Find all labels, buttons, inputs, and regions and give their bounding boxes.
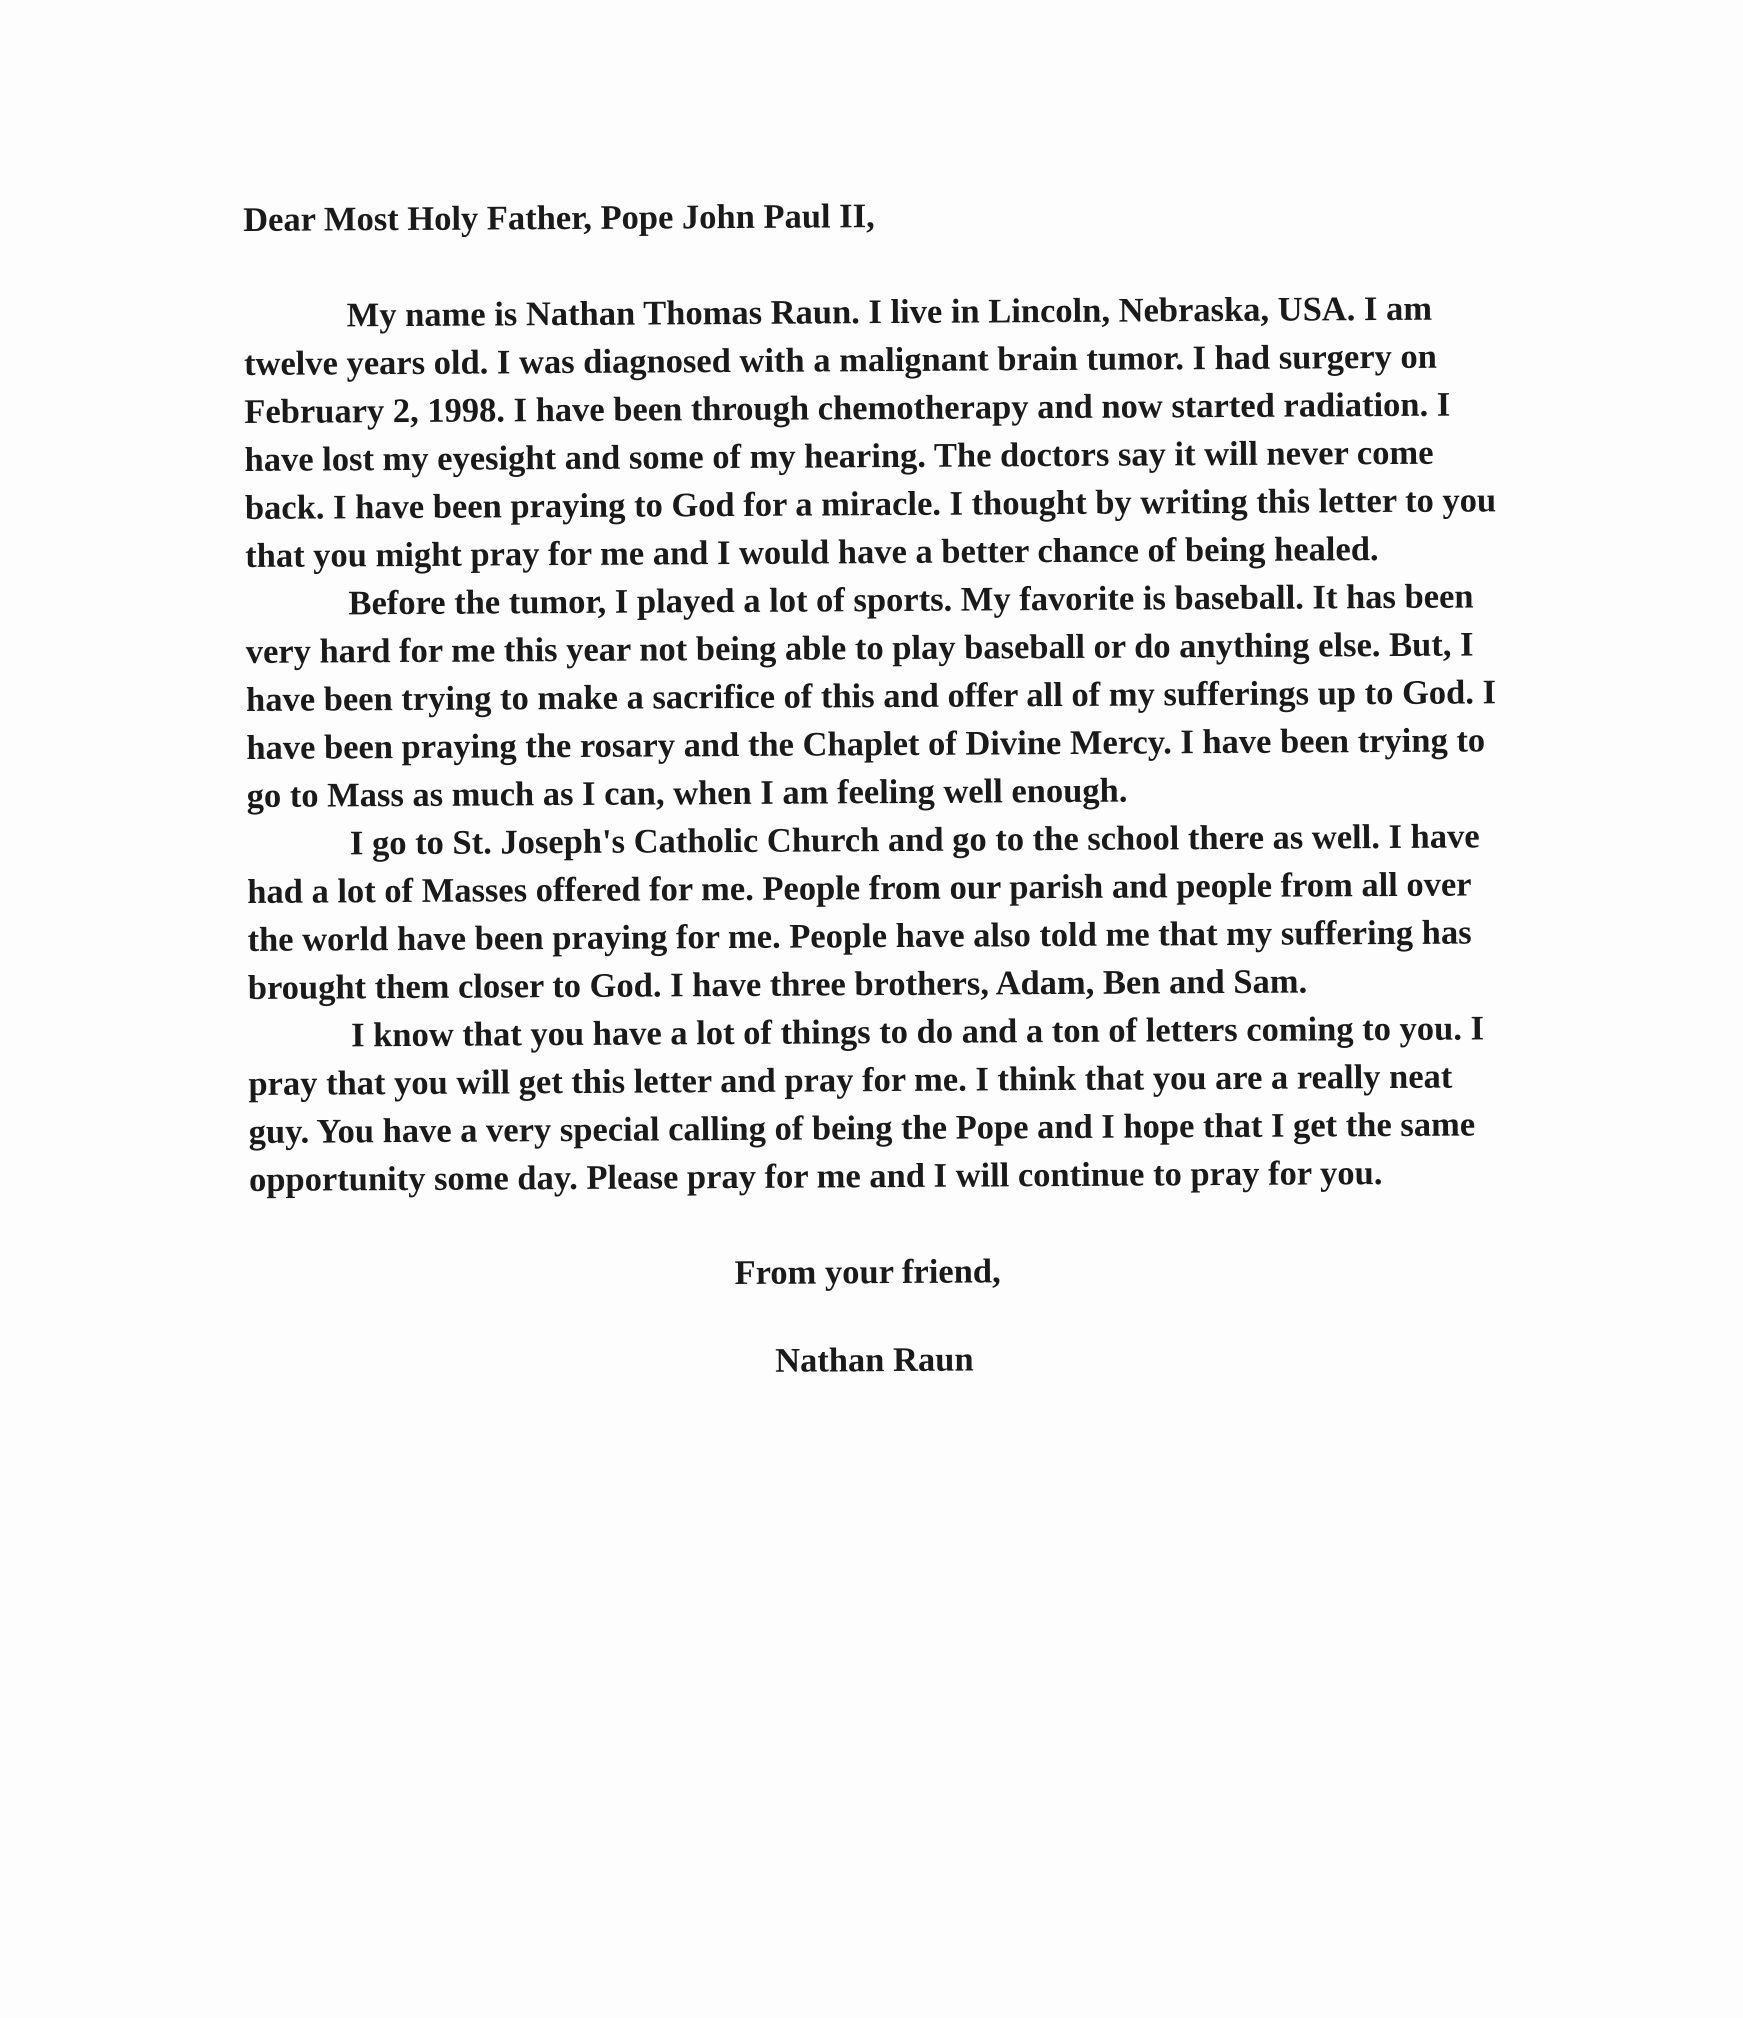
salutation: Dear Most Holy Father, Pope John Paul II, xyxy=(243,197,875,239)
paragraph-2: Before the tumor, I played a lot of sports. My favorite is baseball. It has been very hard for me this year not being able to play baseball or do anything else. But, I have been trying to make a sacrifice of this and offer all of my sufferings up to God. I have been praying the rosary and the Chaplet of Divine Mercy. I have been trying to go to Mass as much as I can, when I am feeling well enough. xyxy=(245,577,1497,815)
paragraph-4: I know that you have a lot of things to do and a ton of letters coming to you. I pray that you will get this letter and pray for me. I think that you are a really neat guy. You have a very special calling of being the Pope and I hope that I get the same opportunity some day. Please pray for me and I will continue to pray for you. xyxy=(248,1009,1485,1199)
paragraph-1: My name is Nathan Thomas Raun. I live in Lincoln, Nebraska, USA. I am twelve years old. I was diagnosed with a malignant brain tumor. I had surgery on February 2, 1998. I have been through chemotherapy and now started radiation. I have lost my eyesight and some of my hearing. The doctors say it will never come back. I have been praying to God for a miracle. I thought by writing this letter to you that you might pray for me and I would have a better chance of being healed. xyxy=(243,289,1497,575)
letter-body xyxy=(243,188,1512,1388)
closing: From your friend, xyxy=(734,1252,1001,1293)
signature-name: Nathan Raun xyxy=(775,1340,974,1380)
paragraph-3: I go to St. Joseph's Catholic Church and go to the school there as well. I have had a lot of Masses offered for me. People from our parish and people from all over the world have been praying for me. People have also told me that my suffering has brought them closer to God. I have three brothers, Adam, Ben and Sam. xyxy=(247,817,1480,1007)
